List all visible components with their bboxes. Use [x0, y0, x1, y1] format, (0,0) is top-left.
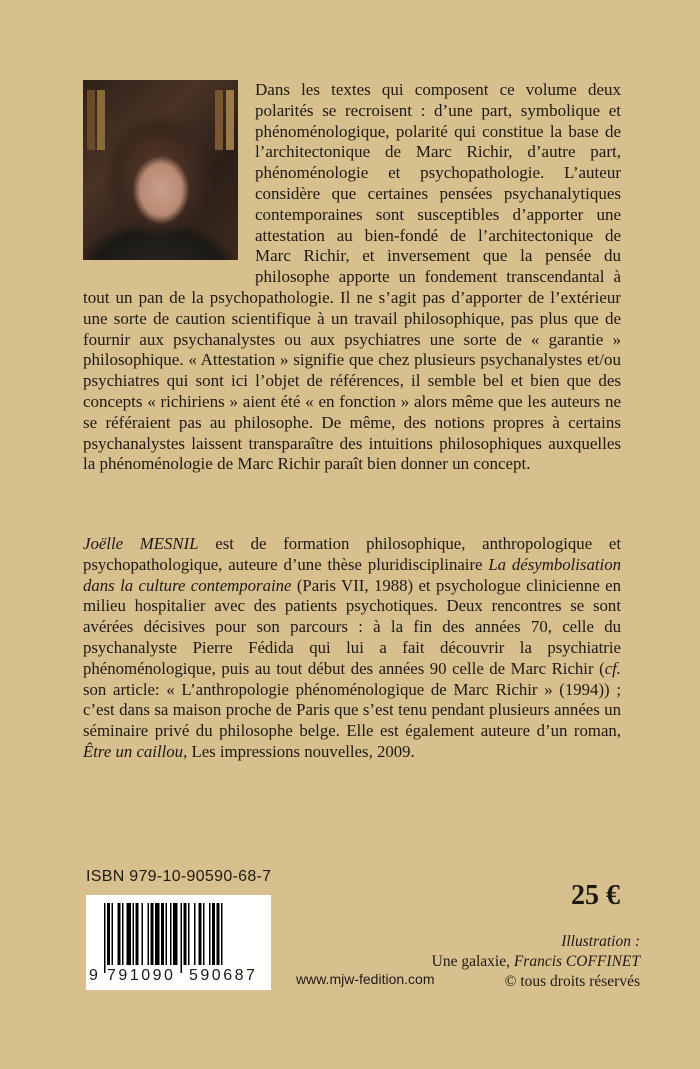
- barcode-digits: [86, 967, 271, 985]
- photo-wrap-space: [83, 80, 255, 280]
- barcode-bar: [181, 903, 183, 973]
- barcode-bar: [199, 903, 202, 965]
- barcode-bar: [194, 903, 196, 965]
- barcode-bar: [118, 903, 121, 965]
- barcode-bar: [127, 903, 132, 965]
- barcode-bar: [107, 903, 110, 965]
- isbn-label: ISBN 979-10-90590-68-7: [86, 868, 272, 885]
- barcode-bar: [136, 903, 139, 965]
- author-bio: [83, 534, 621, 763]
- barcode-bar: [212, 903, 215, 965]
- credits-label: Illustration :: [561, 933, 640, 950]
- thesis-title: La désymbolisation dans la culture contemporaine: [83, 554, 621, 595]
- barcode-bar: [112, 903, 114, 965]
- barcode-digit-group-left: 791090: [107, 967, 176, 984]
- barcode-bar: [151, 903, 154, 965]
- novel-title: Être un caillou: [83, 741, 184, 761]
- barcode-bar: [188, 903, 190, 965]
- barcode-bar: [133, 903, 135, 965]
- barcode-bar: [184, 903, 187, 965]
- barcode-digit-lead: 9: [89, 967, 98, 984]
- cf-abbrev: cf.: [604, 658, 621, 678]
- author-name: Joëlle MESNIL: [83, 534, 199, 553]
- barcode-bar: [170, 903, 172, 965]
- barcode-bar: [122, 903, 124, 965]
- summary-text: Dans les textes qui composent ce volume deux polarités se recroisent : d’une part, symbolique et phénoménologique, polarité qui constitue la base de l’architectonique de Marc Richir, d’autre part, phénoménologie et psychopathologie. L’auteur considère que certaines pensées psychanalytiques contemporaines sont susceptibles d’apporter une attestation au bien-fondé de l’architectonique de Marc Richir, et inversement que la pensée du philosophe apporte un fondement transcendantal à tout un pan de la psychopathologie. Il ne s’agit pas d’apporter de l’extérieur une sorte de caution scientifique à un travail philosophique, pas plus que de fournir aux psychanalystes ou aux psychiatres une sorte de « garantie » philosophique. « Attestation » signifie que chez plusieurs psychanalystes et/ou psychiatres qui sont ici l’objet de références, il semble bel et bien que des concepts « richiriens » aient été « en fonction » alors même que les auteurs ne se référaient pas au philosophe. De même, des notions propres à certains psychanalystes laissent transparaître des intuitions philosophiques auxquelles la phénoménologie de Marc Richir paraît bien donner un concept.: [83, 80, 621, 474]
- barcode-bar: [173, 903, 178, 965]
- barcode-bar: [209, 903, 211, 965]
- price: 25 €: [571, 880, 620, 911]
- illustration-credits: [432, 932, 640, 992]
- barcode-bar: [155, 903, 160, 965]
- barcode: [86, 895, 271, 990]
- barcode-bar: [217, 903, 220, 965]
- barcode-bar: [161, 903, 164, 965]
- barcode-bar: [221, 903, 223, 965]
- credits-artist: Francis COFFINET: [513, 953, 640, 970]
- credits-line1: Une galaxie, Francis COFFINET: [431, 953, 640, 970]
- bio-text: Joëlle MESNIL est de formation philosophique, anthropologique et psychopathologique, auteure d’une thèse pluridisciplinaire La désymbolisation dans la culture contemporaine (Paris VII, 1988) et psychologue clinicienne en milieu hospitalier avec des patients psychotiques. Deux rencontres se sont avérées décisives pour son parcours : à la fin des années 70, celle du psychanalyste Pierre Fédida qui lui a fait découvrir la psychiatrie phénoménologique, puis au tout début des années 90 celle de Marc Richir (cf. son article: « L’anthropologie phénoménologique de Marc Richir » (1994)) ; c’est dans sa maison proche de Paris que s’est tenu pendant plusieurs années un séminaire privé du philosophe belge. Elle est également auteure d’un roman, Être un caillou, Les impressions nouvelles, 2009.: [83, 534, 621, 761]
- barcode-digit-group-right: 590687: [189, 967, 258, 984]
- credits-line2: © tous droits réservés: [504, 973, 640, 990]
- barcode-bar: [203, 903, 205, 965]
- barcode-bar: [148, 903, 150, 965]
- barcode-bar: [166, 903, 168, 965]
- website-link[interactable]: www.mjw-fedition.com: [296, 971, 435, 987]
- summary-paragraph: [83, 80, 621, 475]
- barcode-bar: [142, 903, 144, 965]
- barcode-bar: [104, 903, 106, 973]
